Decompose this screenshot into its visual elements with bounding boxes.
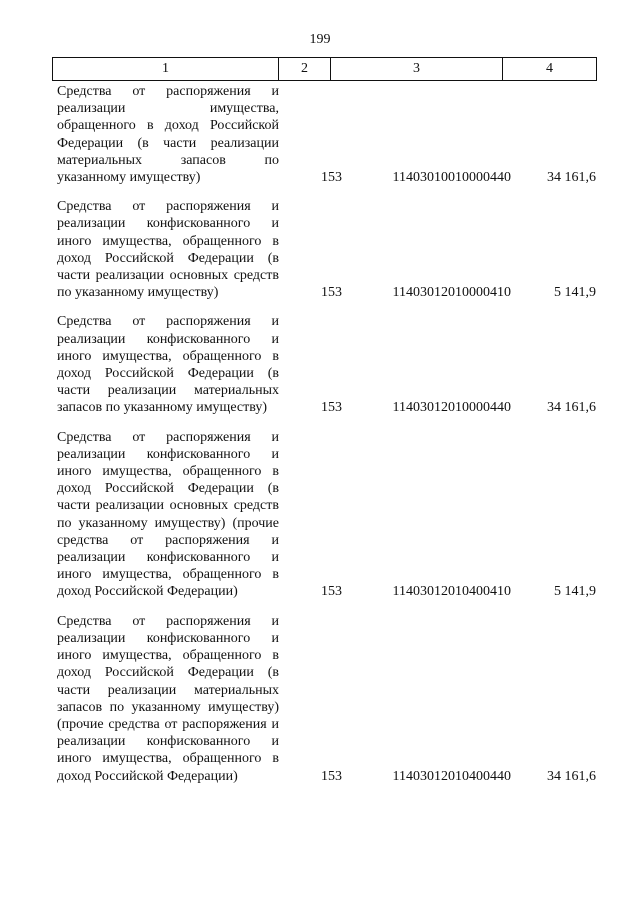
table-row [57, 429, 596, 601]
table-row [57, 198, 596, 301]
table-row [57, 83, 596, 186]
income-name: Средства от распоряжения и реализации имущества, обращенного в доход Российской Федерации (в части реализации материальных запасов по указанному имуществу) [57, 84, 279, 186]
amount: 5 141,9 [554, 285, 596, 301]
column-header-2: 2 [279, 58, 331, 81]
amount: 5 141,9 [554, 584, 596, 600]
budget-classification-code: 11403010010000440 [392, 170, 511, 186]
income-name: Средства от распоряжения и реализации конфискованного и иного имущества, обращенного в доход Российской Федерации (в части реализации материальных запасов по указанному имуществу) [57, 314, 279, 416]
column-header-1: 1 [53, 58, 279, 81]
budget-classification-code: 11403012010400440 [392, 768, 511, 784]
table-row [57, 613, 596, 785]
admin-code: 153 [321, 768, 342, 784]
admin-code: 153 [321, 170, 342, 186]
income-name: Средства от распоряжения и реализации конфискованного и иного имущества, обращенного в доход Российской Федерации (в части реализации материальных запасов по указанному имуществу) (прочие средства от распоряжения и реализации конфискованного и иного имущества, обращенного в доход Российской Федерации) [57, 613, 279, 784]
column-header-table [52, 57, 597, 81]
admin-code: 153 [321, 584, 342, 600]
column-header-4: 4 [503, 58, 597, 81]
budget-classification-code: 11403012010000410 [392, 285, 511, 301]
admin-code: 153 [321, 400, 342, 416]
amount: 34 161,6 [547, 400, 596, 416]
page-number: 199 [309, 32, 331, 47]
table-row [57, 313, 596, 416]
admin-code: 153 [321, 285, 342, 301]
amount: 34 161,6 [547, 170, 596, 186]
column-header-row [53, 58, 597, 81]
income-name: Средства от распоряжения и реализации конфискованного и иного имущества, обращенного в доход Российской Федерации (в части реализации основных средств по указанному имуществу) [57, 199, 279, 301]
table-body [57, 83, 596, 797]
budget-classification-code: 11403012010400410 [392, 584, 511, 600]
budget-classification-code: 11403012010000440 [392, 400, 511, 416]
amount: 34 161,6 [547, 768, 596, 784]
column-header-3: 3 [331, 58, 503, 81]
income-name: Средства от распоряжения и реализации конфискованного и иного имущества, обращенного в доход Российской Федерации (в части реализации основных средств по указанному имуществу) (прочие средства от распоряжения и реализации конфискованного и иного имущества, обращенного в доход Российской Федерации) [57, 429, 279, 600]
